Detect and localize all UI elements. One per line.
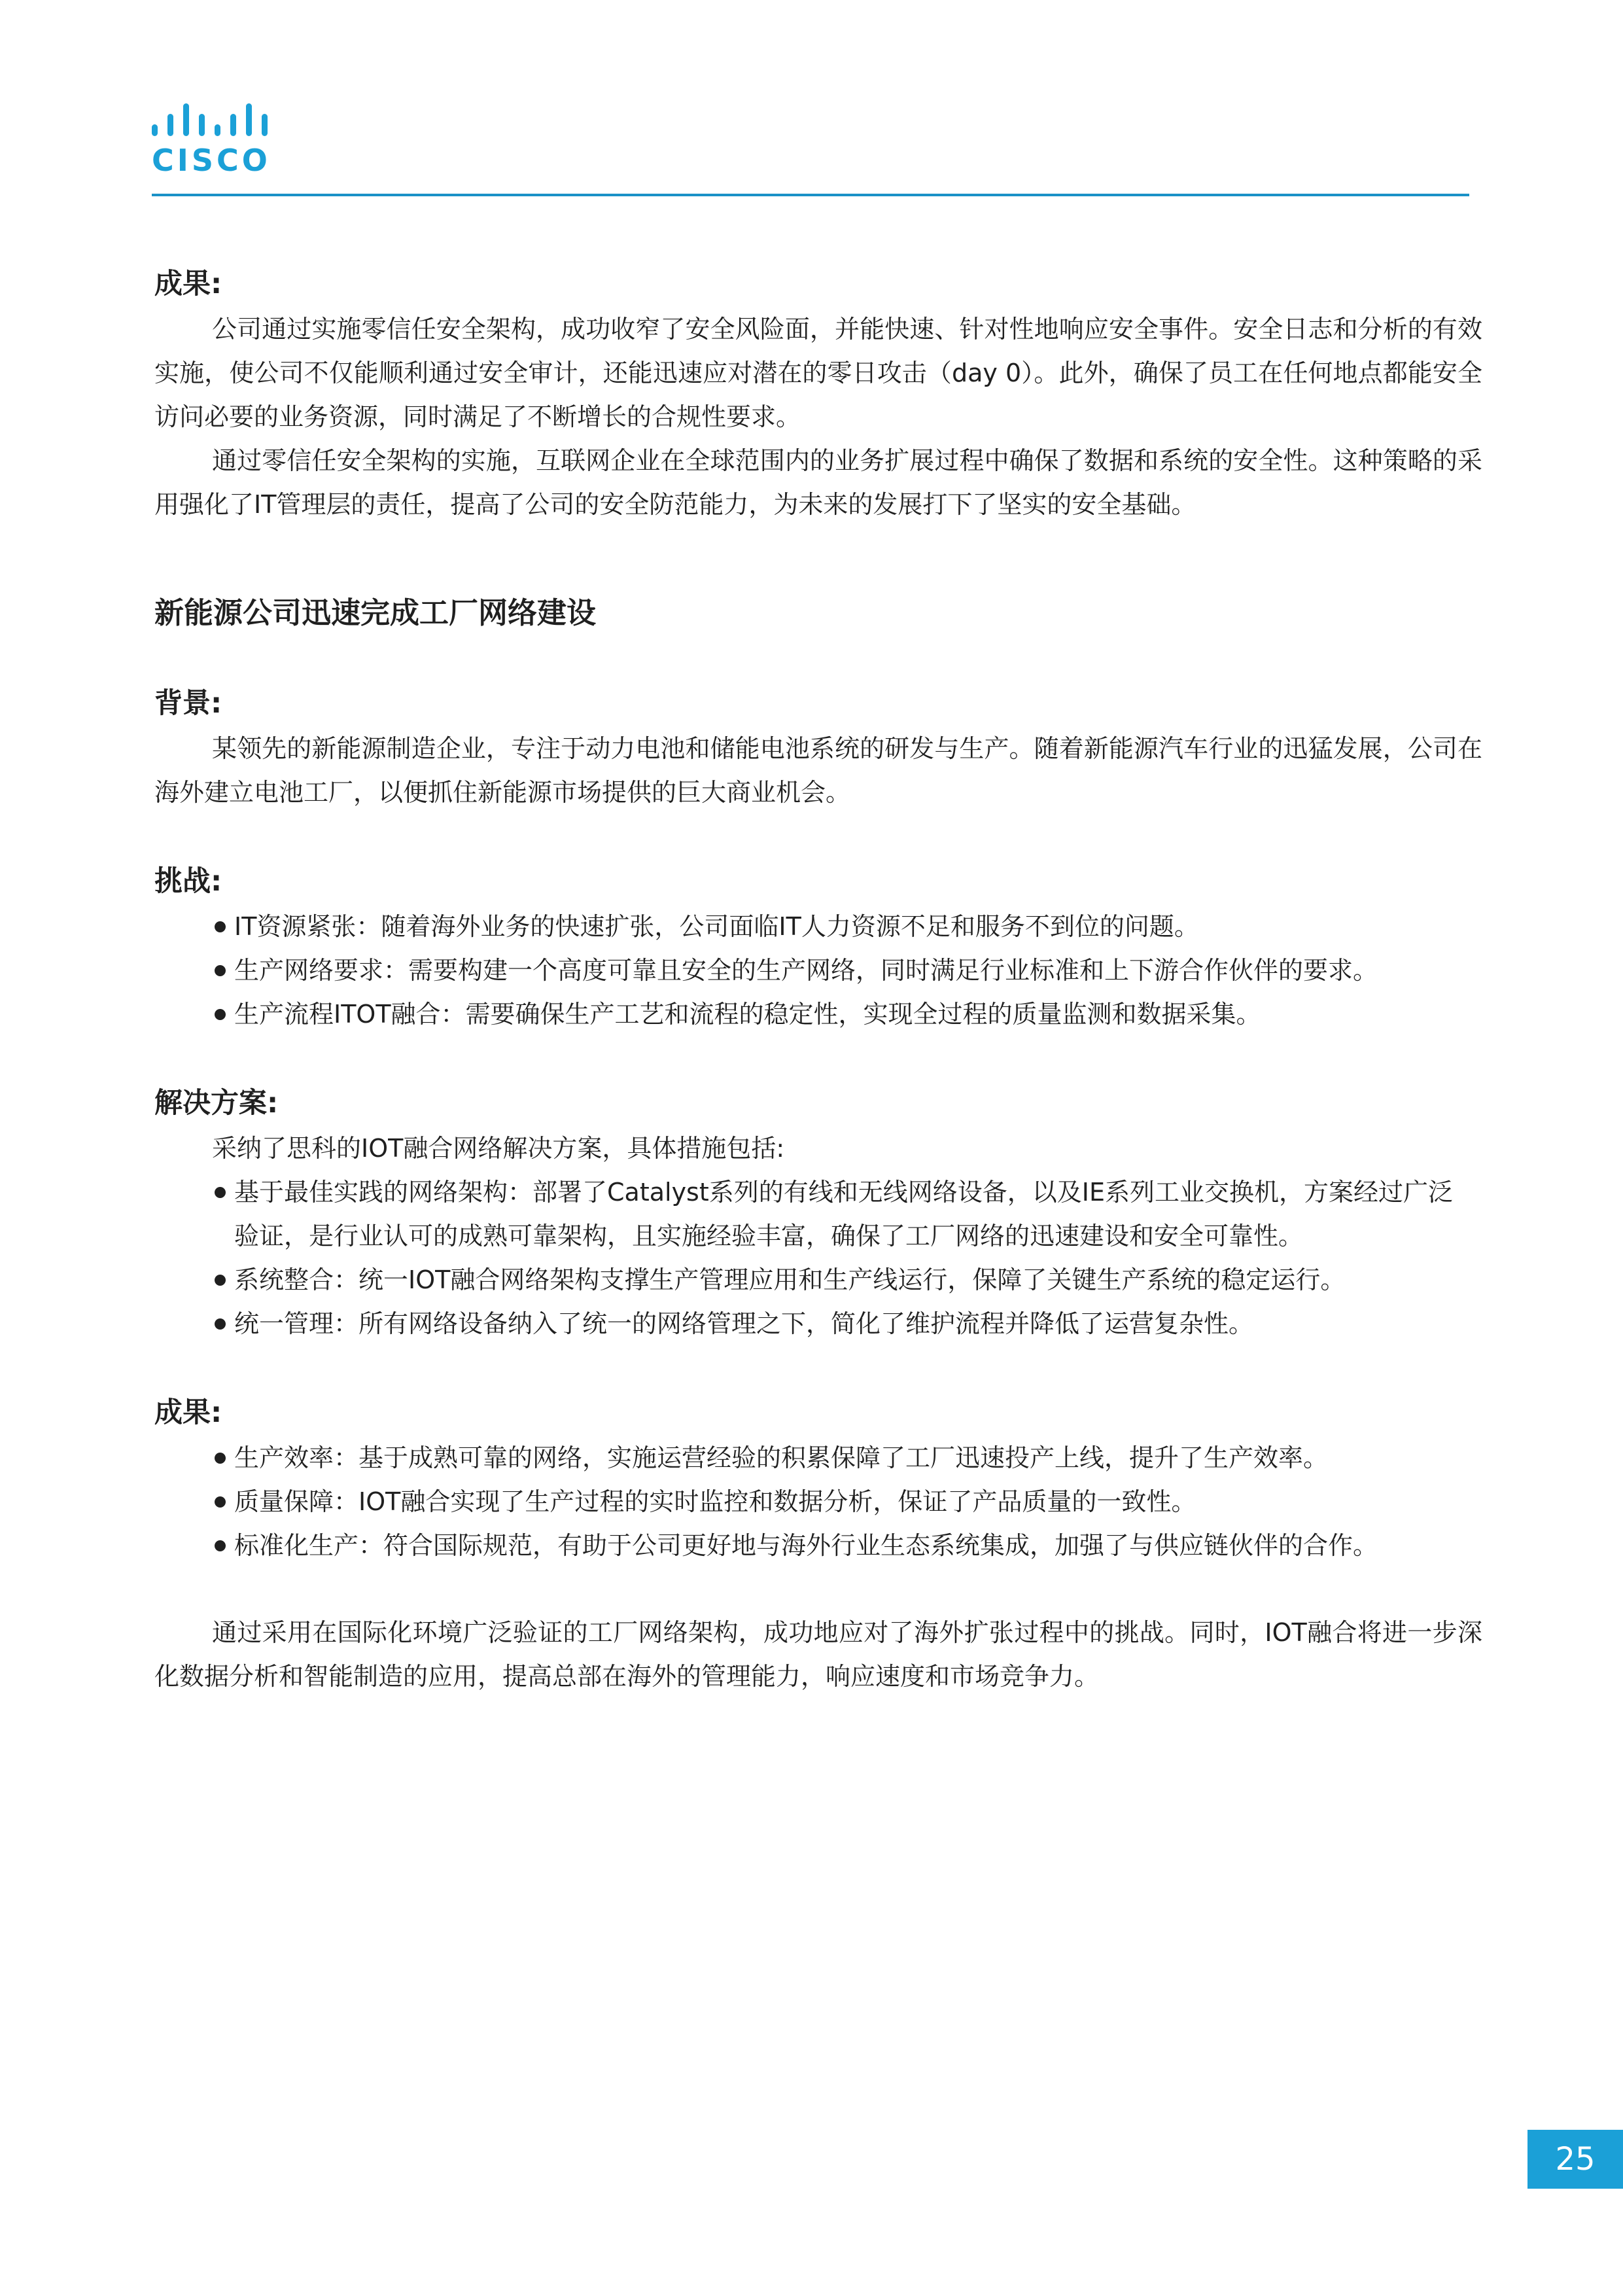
section-label-challenges: 挑战: [154,865,222,898]
list-item: 基于最佳实践的网络架构：部署了Catalyst系列的有线和无线网络设备，以及IE系列工业交换机，方案经过广泛验证，是行业认可的成熟可靠架构，且实施经验丰富，确保了工厂网络的迅速建设和安全可靠性。 [154,1171,1482,1258]
logo-text: CISCO [152,143,271,178]
section-label-background: 背景: [154,687,222,720]
solution-list [154,1171,1482,1346]
section-label-solution: 解决方案: [154,1087,279,1120]
cisco-bars-icon [152,103,270,136]
list-item: 生产效率：基于成熟可靠的网络，实施运营经验的积累保障了工厂迅速投产上线，提升了生产效率。 [154,1436,1482,1480]
section-label-results-2: 成果: [154,1396,222,1429]
list-item: 统一管理：所有网络设备纳入了统一的网络管理之下，简化了维护流程并降低了运营复杂性。 [154,1302,1482,1346]
conclusion-paragraph: 通过采用在国际化环境广泛验证的工厂网络架构，成功地应对了海外扩张过程中的挑战。同时，IOT融合将进一步深化数据分析和智能制造的应用，提高总部在海外的管理能力，响应速度和市场竞争力。 [154,1618,1482,1691]
list-item: IT资源紧张：随着海外业务的快速扩张，公司面临IT人力资源不足和服务不到位的问题。 [154,905,1482,949]
list-item: 生产流程ITOT融合：需要确保生产工艺和流程的稳定性，实现全过程的质量监测和数据采集。 [154,993,1482,1036]
main-content [154,260,1482,1699]
challenges-list [154,905,1482,1036]
list-item: 系统整合：统一IOT融合网络架构支撑生产管理应用和生产线运行，保障了关键生产系统的稳定运行。 [154,1258,1482,1302]
list-item: 质量保障：IOT融合实现了生产过程的实时监控和数据分析，保证了产品质量的一致性。 [154,1480,1482,1524]
header-divider [152,194,1469,196]
paragraph: 某领先的新能源制造企业，专注于动力电池和储能电池系统的研发与生产。随着新能源汽车行业的迅猛发展，公司在海外建立电池工厂，以便抓住新能源市场提供的巨大商业机会。 [154,734,1482,807]
list-item: 标准化生产：符合国际规范，有助于公司更好地与海外行业生态系统集成，加强了与供应链伙伴的合作。 [154,1524,1482,1568]
solution-lead: 采纳了思科的IOT融合网络解决方案，具体措施包括: [212,1134,785,1163]
list-item: 生产网络要求：需要构建一个高度可靠且安全的生产网络，同时满足行业标准和上下游合作伙伴的要求。 [154,949,1482,993]
case-title: 新能源公司迅速完成工厂网络建设 [154,595,597,630]
paragraph: 公司通过实施零信任安全架构，成功收窄了安全风险面，并能快速、针对性地响应安全事件。安全日志和分析的有效实施，使公司不仅能顺利通过安全审计，还能迅速应对潜在的零日攻击（day 0）。此外，确保了员工在任何地点都能安全访问必要的业务资源，同时满足了不断增长的合规性要求。 [154,315,1482,431]
page-number: 25 [1527,2130,1623,2189]
paragraph: 通过零信任安全架构的实施，互联网企业在全球范围内的业务扩展过程中确保了数据和系统的安全性。这种策略的采用强化了IT管理层的责任，提高了公司的安全防范能力，为未来的发展打下了坚实的安全基础。 [154,446,1482,519]
cisco-logo [152,103,271,178]
results-list [154,1436,1482,1568]
section-label-results-1: 成果: [154,268,222,300]
